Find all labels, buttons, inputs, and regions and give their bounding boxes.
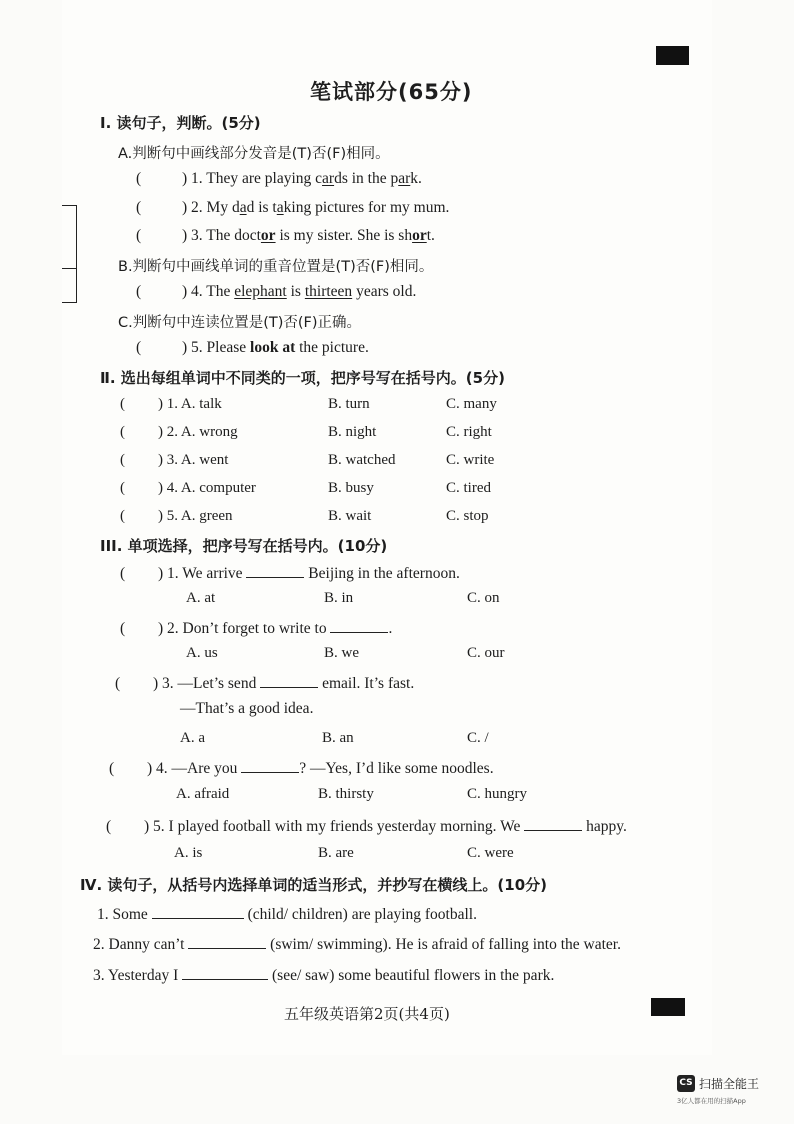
s1-question-4: ( ) 4. The elephant is thirteen years old. bbox=[136, 283, 417, 300]
binding-bracket-top bbox=[62, 205, 77, 269]
registration-mark-top bbox=[656, 46, 689, 65]
s3-q5-option-c: C. were bbox=[467, 845, 514, 861]
scanner-tagline: 3亿人都在用的扫描App bbox=[677, 1097, 746, 1105]
page-footer: 五年级英语第2页(共4页) bbox=[284, 1005, 450, 1023]
s2-row-2-c: C. right bbox=[446, 424, 492, 440]
s3-q4-option-a: A. afraid bbox=[176, 786, 230, 802]
s3-q3-option-c: C. / bbox=[467, 730, 489, 746]
section-3-heading: III. 单项选择，把序号写在括号内。(10分) bbox=[100, 537, 388, 555]
s2-row-4-c: C. tired bbox=[446, 480, 491, 496]
s3-q1-option-a: A. at bbox=[186, 590, 216, 606]
s3-question-5: ( ) 5. I played football with my friends yesterday morning. We happy. bbox=[106, 818, 627, 835]
section-1-part-b: B.判断句中画线单词的重音位置是(T)否(F)相同。 bbox=[118, 259, 434, 275]
s3-q3-reply: —That’s a good idea. bbox=[180, 700, 314, 717]
s3-q5-option-a: A. is bbox=[174, 845, 203, 861]
s2-row-2-a: ( ) 2. A. wrong bbox=[120, 424, 238, 440]
s3-q2-option-c: C. our bbox=[467, 645, 505, 661]
s3-question-3: ( ) 3. —Let’s send email. It’s fast. bbox=[115, 675, 415, 692]
scanner-app-name: 扫描全能王 bbox=[699, 1077, 760, 1091]
s2-row-5-a: ( ) 5. A. green bbox=[120, 508, 233, 524]
s3-question-4: ( ) 4. —Are you ? —Yes, I’d like some noodles. bbox=[109, 760, 494, 777]
s2-row-2-b: B. night bbox=[328, 424, 377, 440]
s2-row-5-b: B. wait bbox=[328, 508, 372, 524]
s1-question-5: ( ) 5. Please look at the picture. bbox=[136, 339, 369, 356]
s3-q2-option-b: B. we bbox=[324, 645, 359, 661]
s2-row-3-b: B. watched bbox=[328, 452, 396, 468]
s2-row-1-c: C. many bbox=[446, 396, 497, 412]
page-title: 笔试部分(65分) bbox=[310, 80, 473, 104]
section-2-heading: Ⅱ. 选出每组单词中不同类的一项，把序号写在括号内。(5分) bbox=[100, 369, 505, 387]
s2-row-4-b: B. busy bbox=[328, 480, 374, 496]
section-1-heading: Ⅰ. 读句子，判断。(5分) bbox=[100, 114, 261, 132]
s4-question-1: 1. Some (child/ children) are playing football. bbox=[97, 906, 477, 923]
section-1-part-c: C.判断句中连读位置是(T)否(F)正确。 bbox=[118, 315, 362, 331]
s2-row-4-a: ( ) 4. A. computer bbox=[120, 480, 256, 496]
s4-question-3: 3. Yesterday I (see/ saw) some beautiful flowers in the park. bbox=[93, 967, 555, 984]
section-1-part-a: A.判断句中画线部分发音是(T)否(F)相同。 bbox=[118, 146, 390, 162]
s3-q1-option-b: B. in bbox=[324, 590, 354, 606]
section-4-heading: Ⅳ. 读句子，从括号内选择单词的适当形式，并抄写在横线上。(10分) bbox=[80, 876, 547, 894]
s3-q3-option-a: A. a bbox=[180, 730, 205, 746]
scanner-logo-icon: CS bbox=[677, 1075, 695, 1092]
s3-q3-option-b: B. an bbox=[322, 730, 354, 746]
s3-question-2: ( ) 2. Don’t forget to write to . bbox=[120, 620, 393, 637]
s3-q1-option-c: C. on bbox=[467, 590, 500, 606]
s1-question-2: ( ) 2. My dad is taking pictures for my mum. bbox=[136, 199, 450, 216]
s3-q4-option-c: C. hungry bbox=[467, 786, 527, 802]
registration-mark-bottom bbox=[651, 998, 685, 1016]
s1-question-1: ( ) 1. They are playing cards in the park. bbox=[136, 170, 422, 187]
s3-q4-option-b: B. thirsty bbox=[318, 786, 374, 802]
s3-question-1: ( ) 1. We arrive Beijing in the afternoon. bbox=[120, 565, 460, 582]
s2-row-3-a: ( ) 3. A. went bbox=[120, 452, 229, 468]
s2-row-5-c: C. stop bbox=[446, 508, 489, 524]
s2-row-3-c: C. write bbox=[446, 452, 495, 468]
s1-question-3: ( ) 3. The doctor is my sister. She is short. bbox=[136, 227, 435, 244]
s3-q5-option-b: B. are bbox=[318, 845, 354, 861]
s2-row-1-a: ( ) 1. A. talk bbox=[120, 396, 222, 412]
s4-question-2: 2. Danny can’t (swim/ swimming). He is afraid of falling into the water. bbox=[93, 936, 621, 953]
s3-q2-option-a: A. us bbox=[186, 645, 218, 661]
binding-bracket-bottom bbox=[62, 268, 77, 303]
s2-row-1-b: B. turn bbox=[328, 396, 370, 412]
